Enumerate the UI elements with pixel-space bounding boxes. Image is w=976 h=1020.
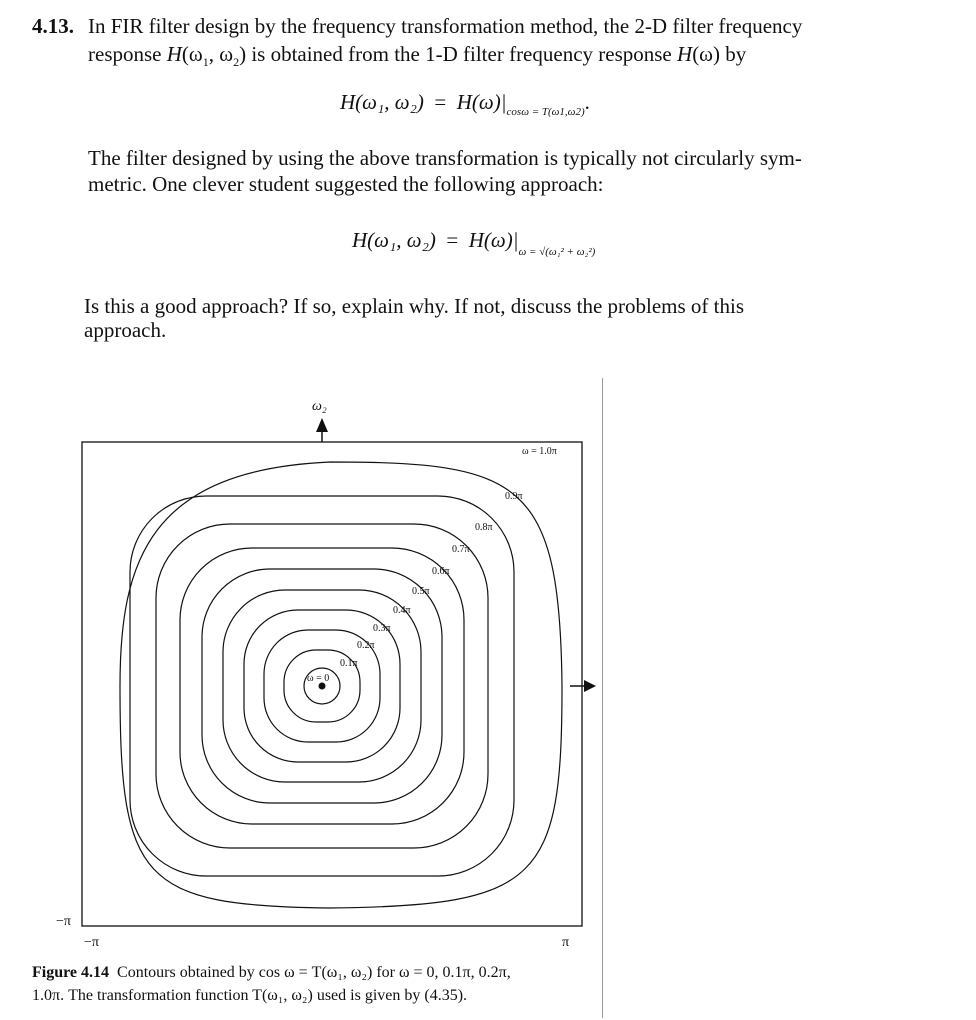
contour-label-9: 0.9π	[505, 491, 523, 502]
intro-line-2-pre: response	[88, 42, 167, 66]
equation-1-end: .	[584, 90, 590, 114]
intro-line-1: In FIR filter design by the frequency transformation method, the 2-D filter frequency	[88, 14, 803, 38]
figure-caption-label: Figure 4.14	[32, 964, 110, 981]
equation-1-rhs: H(ω)|	[456, 90, 507, 114]
equation-2-subscript: ω = √(ω₁² + ω₂²)	[518, 246, 596, 258]
neg-pi-left-label: −π	[56, 914, 71, 929]
equation-1-lhs: H(ω₁, ω₂)	[340, 90, 424, 114]
omega2-axis-label: ω₂	[312, 399, 327, 414]
question-line-2: approach.	[84, 318, 167, 342]
contour-label-2: 0.2π	[357, 640, 375, 651]
contour-label-5: 0.5π	[412, 586, 430, 597]
omega2-axis-arrow	[316, 418, 328, 442]
body-line-1: The filter designed by using the above transformation is typically not circularly sym-	[88, 146, 802, 170]
equation-2: H(ω₁, $\omega_2) = H(\omega)|_{\omega = √(\omega_1^2 + \omega_2^2)}$	[352, 228, 596, 258]
problem-number: 4.13.	[32, 14, 74, 38]
contour-ring-outer	[120, 462, 562, 908]
contour-label-1: 0.1π	[340, 658, 358, 669]
pi-bottom-label: π	[562, 935, 570, 950]
body-line-2: metric. One clever student suggested the following approach:	[88, 172, 604, 196]
intro-line-2-post: by	[720, 42, 747, 66]
equation-2-lhs: H(ω₁, ω₂)	[352, 228, 436, 252]
contour-label-6: 0.6π	[432, 566, 450, 577]
contour-label-3: 0.3π	[373, 623, 391, 634]
question-line-1: Is this a good approach? If so, explain why. If not, discuss the problems of this	[84, 294, 745, 318]
neg-pi-bottom-label: −π	[84, 935, 99, 950]
contour-lines	[120, 462, 562, 908]
contour-label-8: 0.8π	[475, 522, 493, 533]
contour-label-7: 0.7π	[452, 544, 470, 555]
intro-line-2: response $H(\omega_1$, $\omega_2$) is obtained from the 1-D filter frequency response H(ω) by	[88, 42, 747, 70]
equation-2-rhs: H(ω)|	[468, 228, 519, 252]
figure-caption-text-1: Contours obtained by cos ω = T(ω₁, ω₂) for ω = 0, 0.1π, 0.2π,	[117, 964, 511, 981]
omega1-axis-arrow	[570, 680, 596, 692]
figure-caption-line-1	[32, 964, 511, 982]
equation-1-subscript: cosω = T(ω1,ω2)	[506, 106, 585, 118]
figure-caption-line-2: 1.0π. The transformation function T(ω₁, ω₂) used is given by (4.35).	[32, 987, 468, 1004]
contour-label-10: ω = 1.0π	[522, 446, 557, 457]
intro-line-2-mid: is obtained from the 1-D filter frequency response	[246, 42, 678, 66]
contour-label-4: 0.4π	[393, 605, 411, 616]
contour-label-0: ω = 0	[307, 673, 330, 684]
equation-1: H(ω₁, $\omega_2) = H(\omega)|_{cos\omega = T(\omega 1,\omega 2)}$.	[340, 90, 590, 118]
